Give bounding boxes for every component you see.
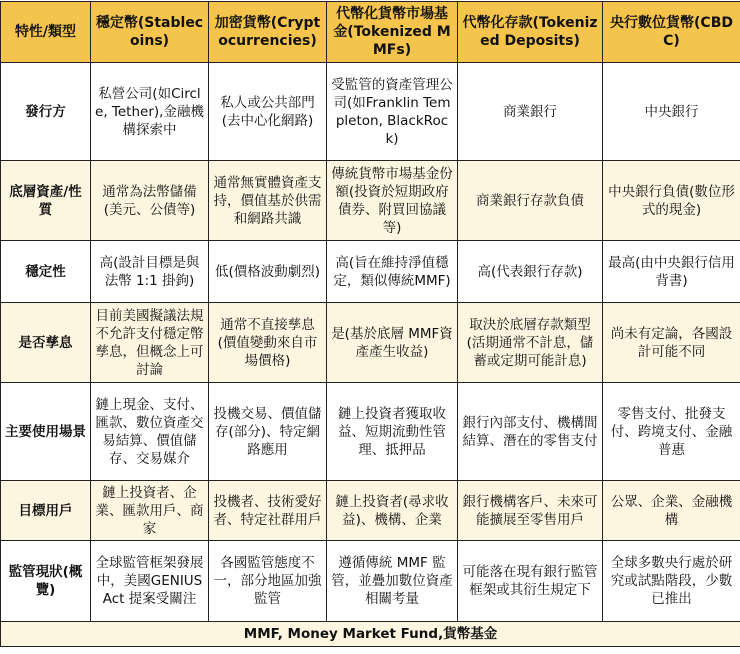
header-row [1, 2, 740, 63]
table-cell: 高(代表銀行存款) [458, 241, 603, 303]
table-cell: 通常為法幣儲備(美元、公債等) [91, 161, 209, 241]
table-row [1, 161, 740, 241]
row-label: 是否孳息 [1, 303, 91, 383]
table-cell: 低(價格波動劇烈) [209, 241, 327, 303]
table-cell: 中央銀行 [603, 63, 740, 161]
table-cell: 鏈上投資者獲取收益、短期流動性管理、抵押品 [327, 383, 458, 481]
table-cell: 私人或公共部門(去中心化網路) [209, 63, 327, 161]
row-label: 監管現狀(概覽) [1, 541, 91, 622]
footnote: MMF, Money Market Fund,貨幣基金 [1, 622, 740, 647]
table-cell: 投機交易、價值儲存(部分)、特定網路應用 [209, 383, 327, 481]
table-cell: 投機者、技術愛好者、特定社群用戶 [209, 481, 327, 541]
table-row [1, 63, 740, 161]
table-cell: 可能落在現有銀行監管框架或其衍生規定下 [458, 541, 603, 622]
table-cell: 高(旨在維持淨值穩定，類似傳統MMF) [327, 241, 458, 303]
header-cell: 央行數位貨幣(CBDC) [603, 2, 740, 63]
table-cell: 私營公司(如Circle, Tether),金融機構探索中 [91, 63, 209, 161]
row-label: 穩定性 [1, 241, 91, 303]
table-row [1, 241, 740, 303]
table-cell: 目前美國擬議法規不允許支付穩定幣孳息，但概念上可討論 [91, 303, 209, 383]
row-label: 主要使用場景 [1, 383, 91, 481]
table-cell: 是(基於底層 MMF資產產生收益) [327, 303, 458, 383]
comparison-table [0, 1, 740, 647]
header-cell: 代幣化貨幣市場基金(Tokenized MMFs) [327, 2, 458, 63]
table-cell: 通常不直接孳息(價值變動來自市場價格) [209, 303, 327, 383]
table-cell: 商業銀行 [458, 63, 603, 161]
table-cell: 傳統貨幣市場基金份額(投資於短期政府債券、附買回協議等) [327, 161, 458, 241]
row-label: 發行方 [1, 63, 91, 161]
table-cell: 全球監管框架發展中，美國GENIUS Act 提案受關注 [91, 541, 209, 622]
table-row [1, 383, 740, 481]
row-label: 目標用戶 [1, 481, 91, 541]
table-cell: 中央銀行負債(數位形式的現金) [603, 161, 740, 241]
table-cell: 全球多數央行處於研究或試點階段，少數已推出 [603, 541, 740, 622]
table-cell: 零售支付、批發支付、跨境支付、金融普惠 [603, 383, 740, 481]
footer-row [1, 622, 740, 647]
row-label: 底層資產/性質 [1, 161, 91, 241]
table-cell: 最高(由中央銀行信用背書) [603, 241, 740, 303]
table-row [1, 481, 740, 541]
table-cell: 尚未有定論，各國設計可能不同 [603, 303, 740, 383]
header-cell: 加密貨幣(Cryptocurrencies) [209, 2, 327, 63]
table-cell: 受監管的資產管理公司(如Franklin Templeton, BlackRock) [327, 63, 458, 161]
table-cell: 遵循傳統 MMF 監管，並疊加數位資產相關考量 [327, 541, 458, 622]
table-cell: 商業銀行存款負債 [458, 161, 603, 241]
table-cell: 銀行機構客戶、未來可能擴展至零售用戶 [458, 481, 603, 541]
table-cell: 各國監管態度不一，部分地區加強監管 [209, 541, 327, 622]
table-cell: 鏈上現金、支付、匯款、數位資產交易結算、價值儲存、交易媒介 [91, 383, 209, 481]
header-cell: 穩定幣(Stablecoins) [91, 2, 209, 63]
table-cell: 鏈上投資者、企業、匯款用戶、商家 [91, 481, 209, 541]
table-cell: 高(設計目標是與法幣 1:1 掛鉤) [91, 241, 209, 303]
table-row [1, 541, 740, 622]
table-cell: 鏈上投資者(尋求收益)、機構、企業 [327, 481, 458, 541]
table-cell: 銀行內部支付、機構間結算、潛在的零售支付 [458, 383, 603, 481]
table-cell: 通常無實體資產支持，價值基於供需和網路共識 [209, 161, 327, 241]
header-cell: 代幣化存款(Tokenized Deposits) [458, 2, 603, 63]
header-cell: 特性/類型 [1, 2, 91, 63]
table-cell: 取決於底層存款類型(活期通常不計息，儲蓄或定期可能計息) [458, 303, 603, 383]
table-cell: 公眾、企業、金融機構 [603, 481, 740, 541]
table-row [1, 303, 740, 383]
